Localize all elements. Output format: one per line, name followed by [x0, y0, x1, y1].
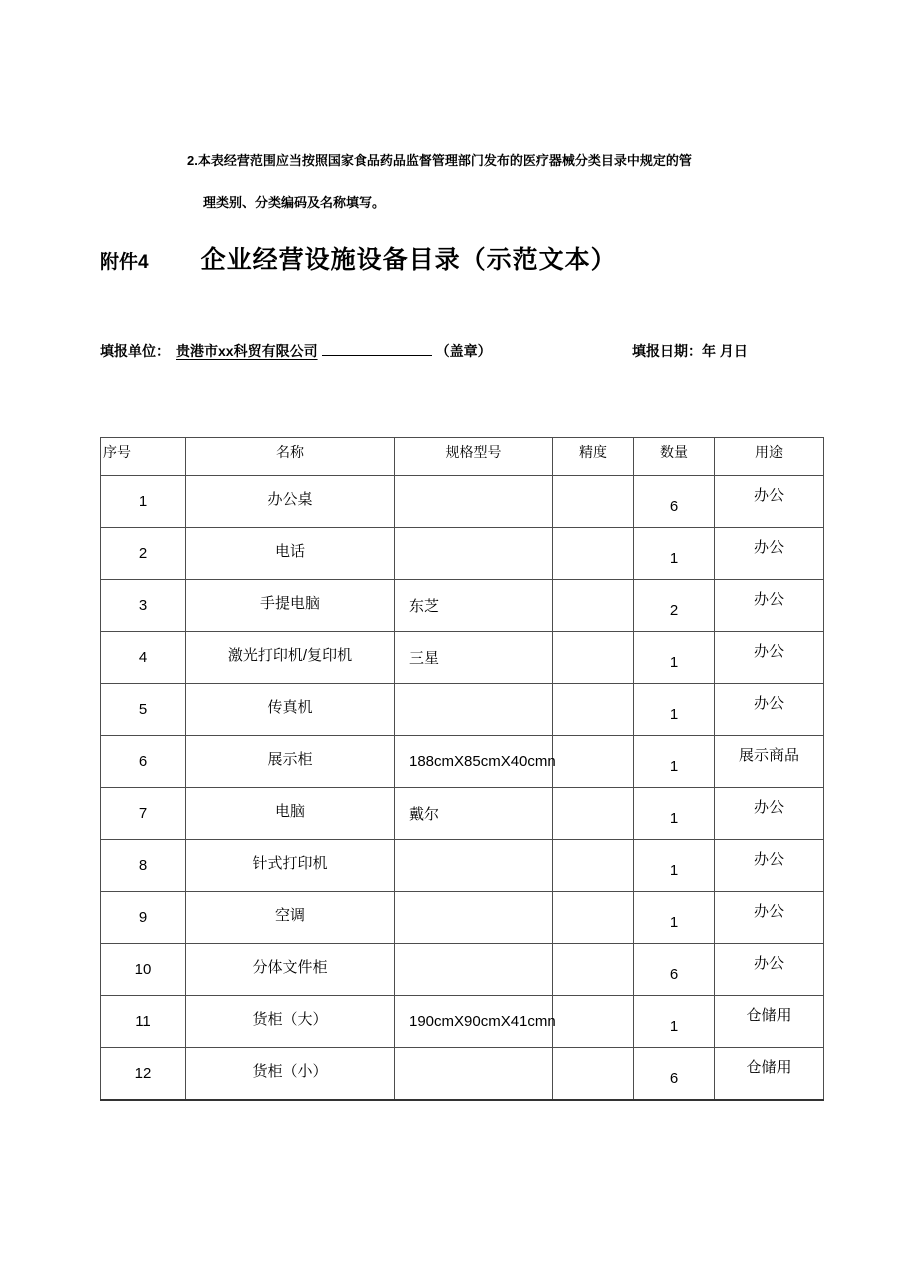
- table-row: [101, 580, 824, 632]
- cell-spec: 190cmX90cmX41cmn: [395, 996, 553, 1048]
- cell-qty: 1: [634, 736, 715, 788]
- cell-qty: 1: [634, 684, 715, 736]
- cell-qty: 1: [634, 788, 715, 840]
- table-row: [101, 1048, 824, 1100]
- cell-qty: 6: [634, 1048, 715, 1100]
- column-header-precision: 精度: [553, 438, 634, 476]
- cell-precision: [553, 476, 634, 528]
- cell-name: 电脑: [186, 788, 395, 840]
- cell-name: 货柜（大）: [186, 996, 395, 1048]
- regulation-note: [187, 153, 692, 210]
- cell-use: 展示商品: [715, 736, 824, 788]
- table-body: [101, 476, 824, 1100]
- cell-precision: [553, 1048, 634, 1100]
- cell-name: 空调: [186, 892, 395, 944]
- column-header-spec: 规格型号: [395, 438, 553, 476]
- table-row: [101, 632, 824, 684]
- cell-no: 7: [101, 788, 186, 840]
- column-header-name: 名称: [186, 438, 395, 476]
- cell-spec: 戴尔: [395, 788, 553, 840]
- column-header-no: 序号: [101, 438, 186, 476]
- note-line-1: 2.本表经营范围应当按照国家食品药品监督管理部门发布的医疗器械分类目录中规定的管: [187, 153, 692, 168]
- cell-use: 办公: [715, 476, 824, 528]
- cell-use: 办公: [715, 944, 824, 996]
- cell-qty: 6: [634, 476, 715, 528]
- cell-spec: 188cmX85cmX40cmn: [395, 736, 553, 788]
- cell-precision: [553, 528, 634, 580]
- cell-no: 1: [101, 476, 186, 528]
- cell-no: 6: [101, 736, 186, 788]
- cell-spec: [395, 1048, 553, 1100]
- cell-spec: [395, 944, 553, 996]
- table-row: [101, 684, 824, 736]
- seal-label: （盖章）: [435, 343, 492, 359]
- table-row: [101, 788, 824, 840]
- cell-name: 分体文件柜: [186, 944, 395, 996]
- cell-precision: [553, 840, 634, 892]
- cell-spec: [395, 840, 553, 892]
- cell-name: 激光打印机/复印机: [186, 632, 395, 684]
- cell-name: 办公桌: [186, 476, 395, 528]
- table-row: [101, 736, 824, 788]
- page-title: 企业经营设施设备目录（示范文本）: [200, 246, 617, 274]
- cell-qty: 1: [634, 632, 715, 684]
- cell-precision: [553, 632, 634, 684]
- cell-precision: [553, 892, 634, 944]
- table-row: [101, 892, 824, 944]
- cell-precision: [553, 996, 634, 1048]
- cell-use: 办公: [715, 528, 824, 580]
- cell-name: 电话: [186, 528, 395, 580]
- cell-use: 办公: [715, 632, 824, 684]
- cell-no: 5: [101, 684, 186, 736]
- cell-precision: [553, 580, 634, 632]
- cell-name: 手提电脑: [186, 580, 395, 632]
- cell-use: 仓储用: [715, 1048, 824, 1100]
- table-row: [101, 476, 824, 528]
- cell-spec: [395, 476, 553, 528]
- cell-use: 办公: [715, 788, 824, 840]
- attachment-label: 附件4: [100, 252, 149, 273]
- cell-use: 仓储用: [715, 996, 824, 1048]
- table-row: [101, 840, 824, 892]
- column-header-use: 用途: [715, 438, 824, 476]
- note-line-2: 理类别、分类编码及名称填写。: [203, 195, 386, 210]
- cell-no: 2: [101, 528, 186, 580]
- cell-precision: [553, 736, 634, 788]
- company-name: 贵港市xx科贸有限公司: [176, 343, 318, 359]
- cell-spec: 东芝: [395, 580, 553, 632]
- cell-use: 办公: [715, 580, 824, 632]
- cell-precision: [553, 684, 634, 736]
- table-header-row: [101, 438, 824, 476]
- cell-qty: 6: [634, 944, 715, 996]
- attachment-heading: [100, 240, 617, 276]
- fill-unit-group: [100, 341, 492, 361]
- column-header-qty: 数量: [634, 438, 715, 476]
- cell-name: 货柜（小）: [186, 1048, 395, 1100]
- cell-qty: 1: [634, 892, 715, 944]
- cell-no: 9: [101, 892, 186, 944]
- cell-spec: 三星: [395, 632, 553, 684]
- cell-qty: 1: [634, 996, 715, 1048]
- cell-no: 12: [101, 1048, 186, 1100]
- date-value: 年 月日: [702, 343, 748, 359]
- cell-no: 8: [101, 840, 186, 892]
- equipment-table: [100, 437, 824, 1101]
- cell-name: 针式打印机: [186, 840, 395, 892]
- date-label: 填报日期：: [632, 343, 702, 359]
- cell-use: 办公: [715, 684, 824, 736]
- cell-precision: [553, 788, 634, 840]
- cell-spec: [395, 892, 553, 944]
- cell-no: 10: [101, 944, 186, 996]
- cell-use: 办公: [715, 840, 824, 892]
- blank-underline: [322, 342, 432, 356]
- cell-no: 4: [101, 632, 186, 684]
- table-row: [101, 528, 824, 580]
- cell-use: 办公: [715, 892, 824, 944]
- cell-qty: 2: [634, 580, 715, 632]
- cell-no: 11: [101, 996, 186, 1048]
- cell-no: 3: [101, 580, 186, 632]
- table-row: [101, 944, 824, 996]
- cell-spec: [395, 684, 553, 736]
- cell-precision: [553, 944, 634, 996]
- cell-qty: 1: [634, 528, 715, 580]
- table-row: [101, 996, 824, 1048]
- cell-spec: [395, 528, 553, 580]
- unit-label: 填报单位：: [100, 343, 170, 359]
- fill-date-group: [632, 341, 748, 361]
- cell-qty: 1: [634, 840, 715, 892]
- cell-name: 传真机: [186, 684, 395, 736]
- cell-name: 展示柜: [186, 736, 395, 788]
